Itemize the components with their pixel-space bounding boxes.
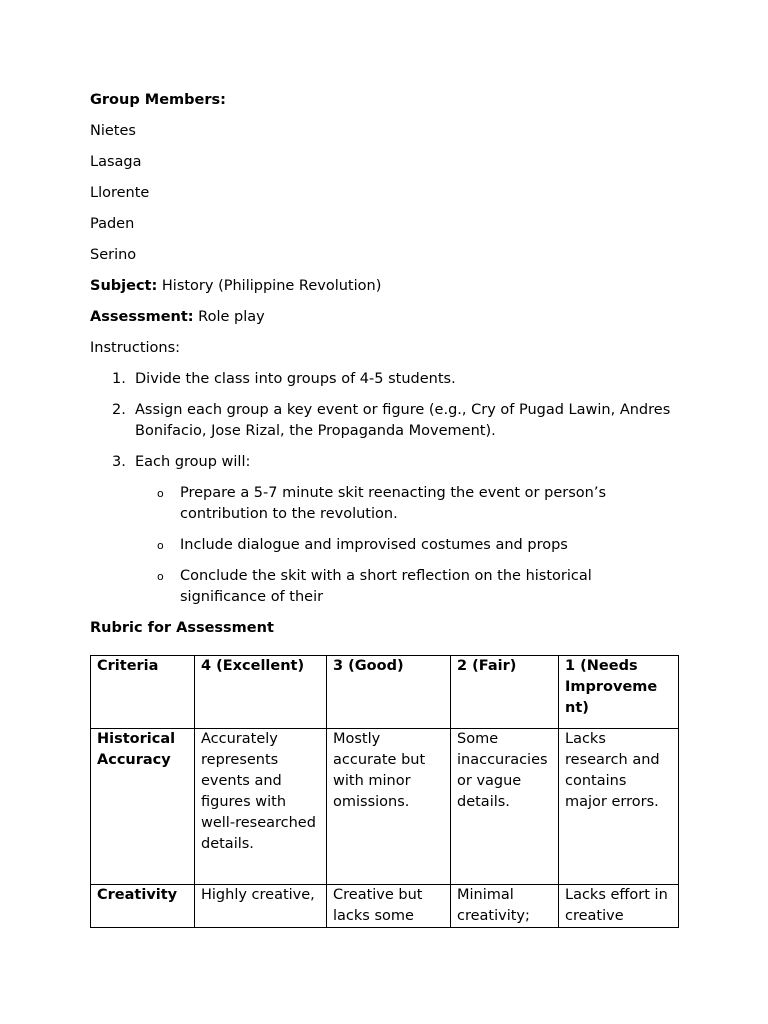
instructions-label: Instructions: xyxy=(90,340,181,356)
list-item-text: Prepare a 5-7 minute skit reenacting the event or person’s contribution to the revolution. xyxy=(180,485,606,522)
table-header-cell: 3 (Good) xyxy=(327,656,451,729)
table-header-cell: 2 (Fair) xyxy=(451,656,559,729)
criteria-cell: Creativity xyxy=(91,885,195,928)
list-item-text: Include dialogue and improvised costumes and props xyxy=(180,537,568,553)
subject-line xyxy=(90,276,680,297)
list-item-text: Each group will: xyxy=(135,454,251,470)
assessment-value: Role play xyxy=(193,309,265,325)
list-item xyxy=(90,452,680,473)
criteria-cell: Historical Accuracy xyxy=(91,729,195,885)
bullet-icon: o xyxy=(157,570,164,583)
bullet-icon: o xyxy=(157,487,164,500)
member-name: Lasaga xyxy=(90,154,142,170)
list-item xyxy=(90,483,680,525)
rubric-title: Rubric for Assessment xyxy=(90,620,274,636)
list-item xyxy=(90,369,680,390)
subject-value: History (Philippine Revolution) xyxy=(157,278,382,294)
rubric-table xyxy=(90,655,679,928)
table-cell: Some inaccuracies or vague details. xyxy=(451,729,559,885)
list-item-text: Assign each group a key event or figure (e.g., Cry of Pugad Lawin, Andres Bonifacio, Jose Rizal, the Propaganda Movement). xyxy=(135,402,671,439)
table-cell: Lacks research and contains major errors. xyxy=(559,729,679,885)
subject-label: Subject: xyxy=(90,278,158,294)
bullet-icon: o xyxy=(157,539,164,552)
list-item xyxy=(90,535,680,556)
table-header-row xyxy=(91,656,679,729)
member-name: Paden xyxy=(90,216,135,232)
list-item-text: Divide the class into groups of 4-5 students. xyxy=(135,371,456,387)
table-cell: Minimal creativity; xyxy=(451,885,559,928)
list-number: 3. xyxy=(112,454,126,470)
group-members-label: Group Members: xyxy=(90,92,226,108)
instructions-list xyxy=(90,369,680,473)
table-header-cell: 1 (Needs Improveme nt) xyxy=(559,656,679,729)
table-cell: Highly creative, xyxy=(195,885,327,928)
table-header-cell: 4 (Excellent) xyxy=(195,656,327,729)
list-item-text: Conclude the skit with a short reflection on the historical significance of their xyxy=(180,568,592,605)
assessment-label: Assessment: xyxy=(90,309,194,325)
table-cell: Lacks effort in creative xyxy=(559,885,679,928)
list-number: 1. xyxy=(112,371,126,387)
sub-steps-list xyxy=(90,483,680,608)
member-name: Serino xyxy=(90,247,137,263)
list-item xyxy=(90,566,680,608)
table-row xyxy=(91,729,679,885)
table-cell: Mostly accurate but with minor omissions. xyxy=(327,729,451,885)
table-row xyxy=(91,885,679,928)
table-cell: Accurately represents events and figures with well-researched details. xyxy=(195,729,327,885)
member-name: Nietes xyxy=(90,123,136,139)
table-cell: Creative but lacks some xyxy=(327,885,451,928)
list-number: 2. xyxy=(112,402,126,418)
member-name: Llorente xyxy=(90,185,150,201)
list-item xyxy=(90,400,680,442)
table-header-cell: Criteria xyxy=(91,656,195,729)
document-page xyxy=(90,90,680,649)
assessment-line xyxy=(90,307,680,328)
